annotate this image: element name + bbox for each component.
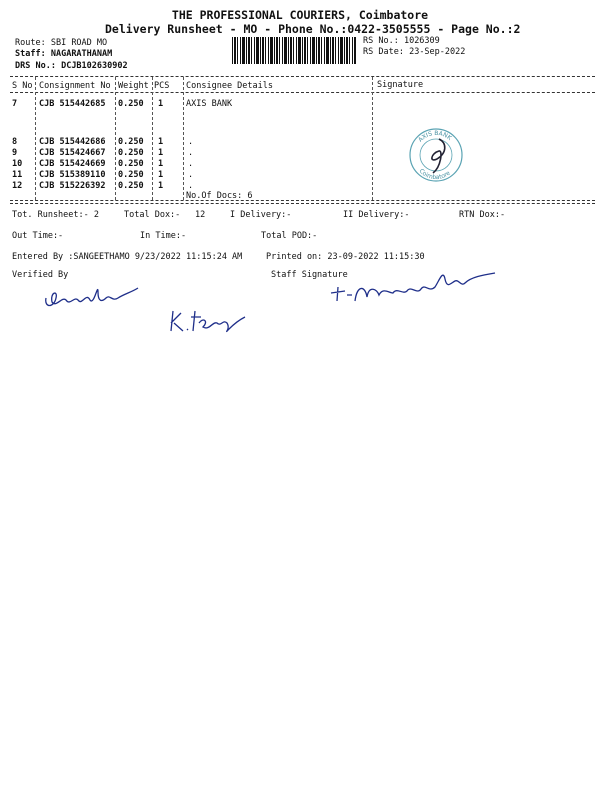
table-bottom-rule [10, 200, 595, 201]
staff-value: NAGARATHANAM [50, 49, 113, 59]
no-of-docs: No.Of Docs: 6 [186, 191, 253, 201]
col-divider [152, 77, 153, 200]
col-header-weight: Weight [118, 81, 149, 91]
row-consignment: CJB 515442686 [39, 137, 106, 147]
row-consignment: CJB 515389110 [39, 170, 106, 180]
row-consignment: CJB 515424669 [39, 159, 106, 169]
runsheet-title: Delivery Runsheet - MO - Phone No.:0422-3505555 - Page No.:2 [105, 22, 521, 36]
row-sno: 9 [12, 148, 18, 158]
printed-on: Printed on: 23-09-2022 11:15:30 [266, 252, 425, 262]
ii-delivery: II Delivery:- [343, 210, 410, 220]
staff-label: Staff: [15, 49, 46, 59]
staff-initial-signature [165, 305, 250, 337]
barcode [232, 37, 356, 64]
row-consignment: CJB 515424667 [39, 148, 106, 158]
verified-by-label: Verified By [12, 270, 69, 280]
drs-label: DRS No.: [15, 61, 56, 71]
row-pcs: 1 [158, 170, 164, 180]
row-consignee: . [188, 137, 194, 147]
in-time: In Time:- [140, 231, 187, 241]
drs-line [15, 61, 128, 71]
row-weight: 0.250 [118, 159, 144, 169]
row-sno: 12 [12, 181, 23, 191]
col-header-signature: Signature [377, 80, 424, 90]
col-divider [115, 77, 116, 200]
row-pcs: 1 [158, 159, 164, 169]
col-divider [35, 77, 36, 200]
row-weight: 0.250 [118, 181, 144, 191]
route-line [15, 38, 107, 48]
table-bottom-rule-2 [10, 203, 595, 204]
rs-date-value: 23-Sep-2022 [409, 47, 466, 57]
col-header-pcs: PCS [154, 81, 170, 91]
row-consignment: CJB 515226392 [39, 181, 106, 191]
row-weight: 0.250 [118, 99, 144, 109]
row-sno: 10 [12, 159, 23, 169]
col-header-sno: S No [12, 81, 33, 91]
col-header-consignment: Consignment No [39, 81, 111, 91]
out-time: Out Time:- [12, 231, 64, 241]
row-consignee: . [188, 159, 194, 169]
total-dox-value: 12 [195, 210, 206, 220]
entered-by: Entered By :SANGEETHAMO 9/23/2022 11:15:24 AM [12, 252, 243, 262]
row-consignment: CJB 515442685 [39, 99, 106, 109]
row-pcs: 1 [158, 181, 164, 191]
bank-stamp [403, 125, 469, 185]
staff-signature [325, 265, 500, 307]
rs-date-label: RS Date: [363, 47, 404, 57]
route-value: SBI ROAD MO [50, 38, 108, 48]
row-consignee: AXIS BANK [186, 99, 233, 109]
row-consignee: . [188, 170, 194, 180]
total-dox-label: Total Dox:- [124, 210, 181, 220]
stamp-top-text: AXIS BANK [417, 129, 453, 144]
row-sno: 11 [12, 170, 23, 180]
drs-value: DCJB102630902 [61, 61, 128, 71]
tot-runsheet: Tot. Runsheet:- 2 [12, 210, 99, 220]
rs-no-label: RS No.: [363, 36, 399, 46]
row-consignee: . [188, 148, 194, 158]
row-sno: 7 [12, 99, 18, 109]
col-header-consignee: Consignee Details [186, 81, 273, 91]
table-header-rule [10, 92, 595, 93]
row-pcs: 1 [158, 137, 164, 147]
rs-no-value: 1026309 [403, 36, 440, 46]
company-title: THE PROFESSIONAL COURIERS, Coimbatore [171, 8, 429, 22]
row-weight: 0.250 [118, 170, 144, 180]
total-pod: Total POD:- [261, 231, 318, 241]
route-label: Route: [15, 38, 46, 48]
verified-signature [40, 278, 140, 314]
row-weight: 0.250 [118, 137, 144, 147]
staff-line [15, 49, 112, 59]
rtn-dox: RTN Dox:- [459, 210, 506, 220]
row-sno: 8 [12, 137, 18, 147]
col-divider [183, 77, 184, 200]
row-pcs: 1 [158, 148, 164, 158]
table-top-rule [10, 76, 595, 77]
staff-signature-label: Staff Signature [271, 270, 348, 280]
rs-date-line [363, 47, 465, 57]
col-divider [372, 77, 373, 200]
row-consignee: . [188, 181, 194, 191]
row-pcs: 1 [158, 99, 164, 109]
i-delivery: I Delivery:- [230, 210, 292, 220]
row-weight: 0.250 [118, 148, 144, 158]
stamp-bottom-text: Coimbatore [417, 167, 452, 182]
rs-no-line [363, 36, 440, 46]
